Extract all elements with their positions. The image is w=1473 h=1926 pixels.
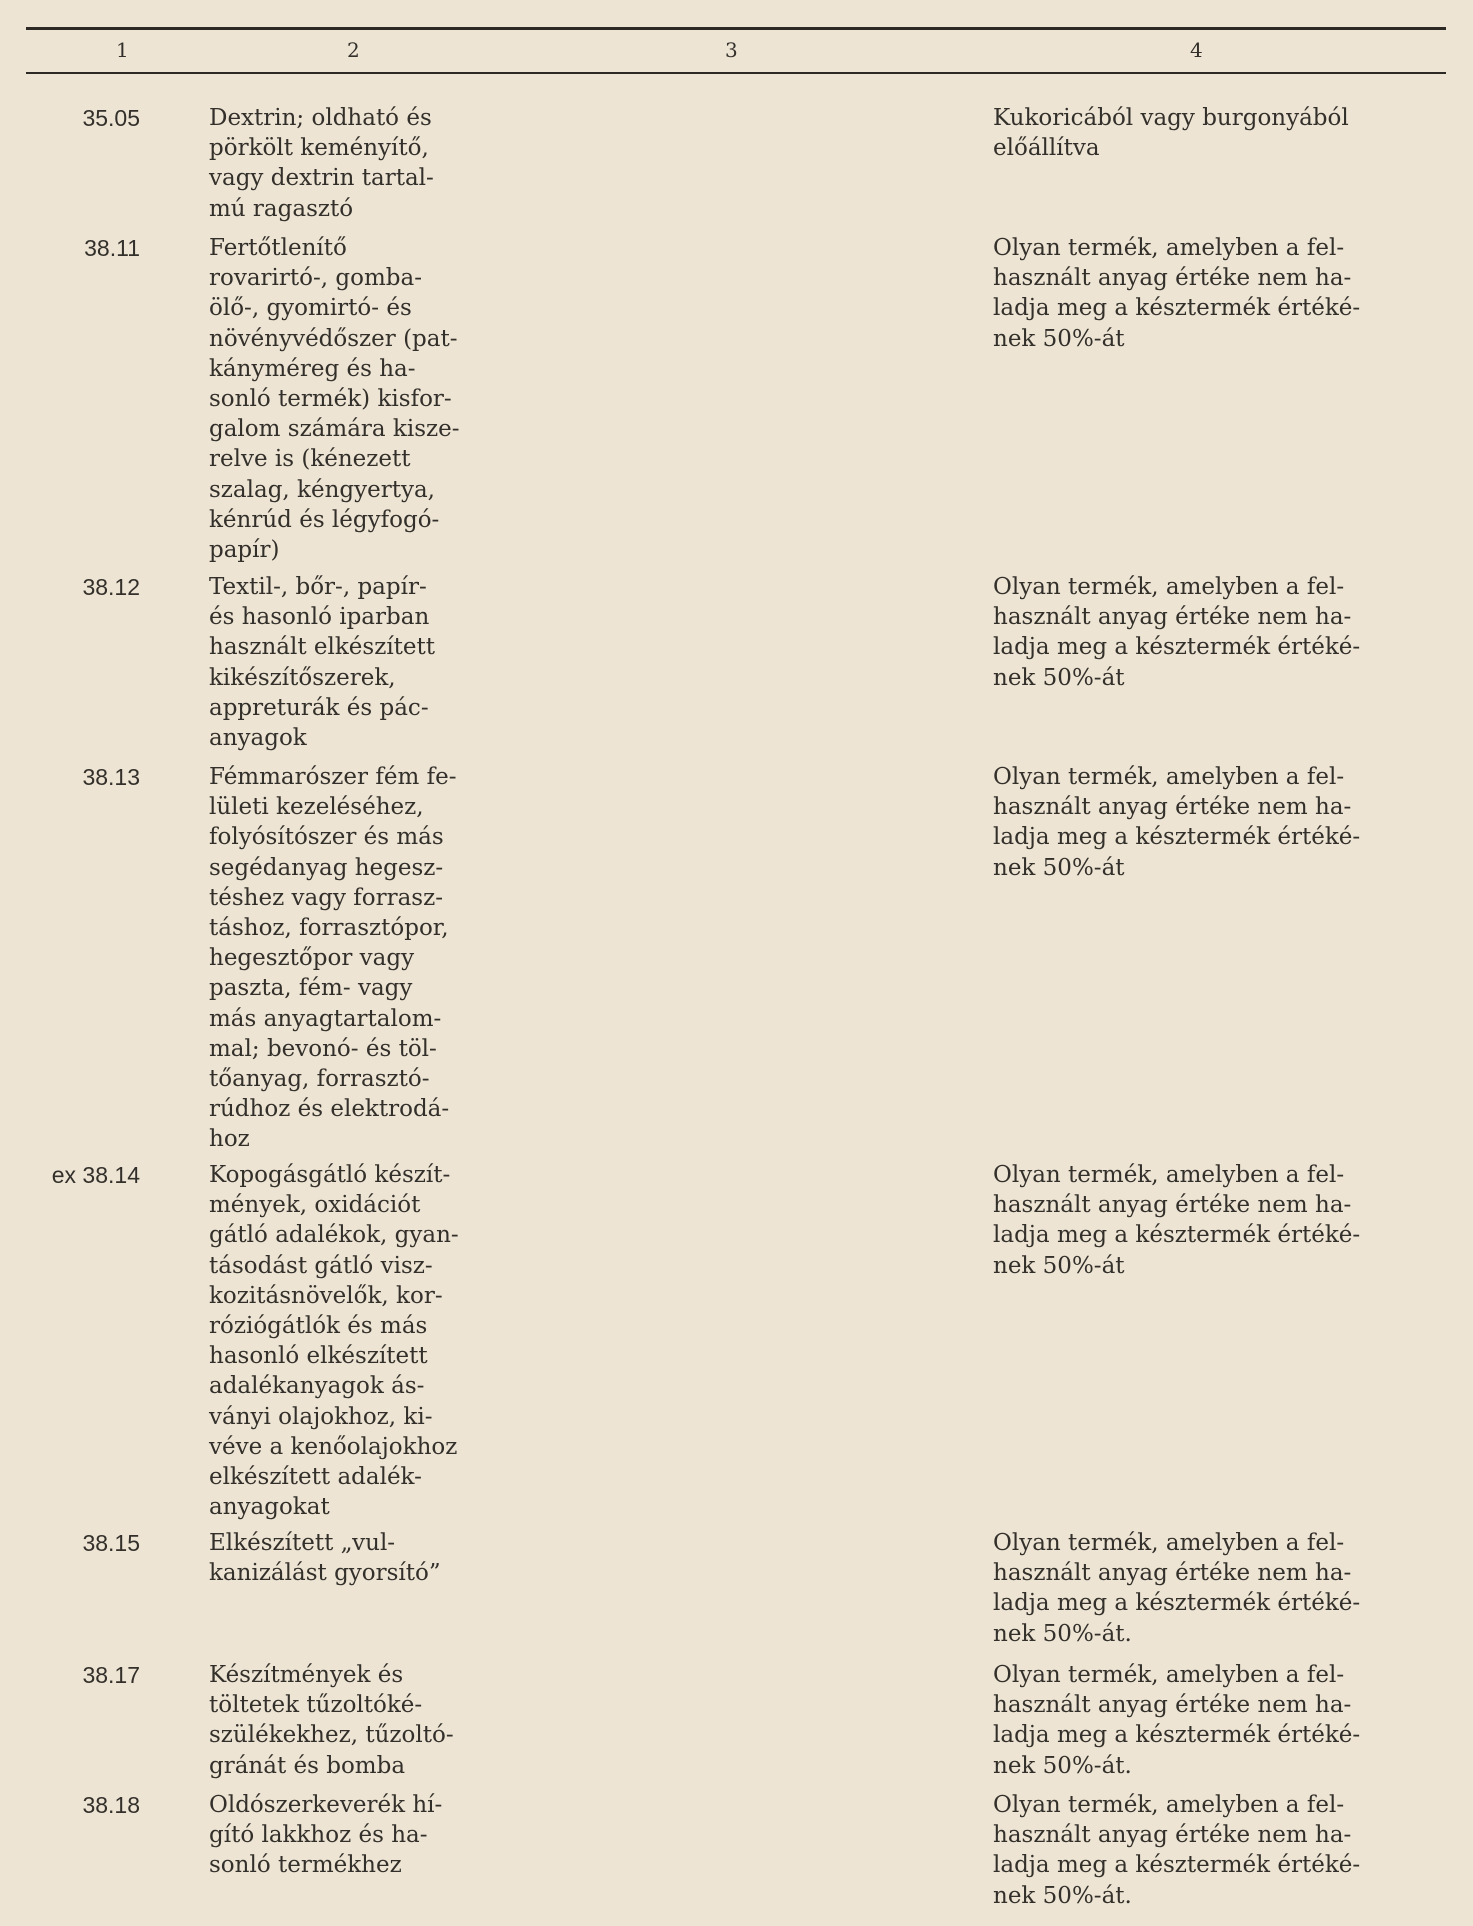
origin-condition: Olyan termék, amelyben a fel- használt anyag értéke nem ha- ladja meg a késztermék értéké- nek 50%-át	[993, 764, 1361, 881]
origin-condition: Olyan termék, amelyben a fel- használt anyag értéke nem ha- ladja meg a késztermék értéké- nek 50%-át.	[993, 1662, 1361, 1779]
origin-condition: Olyan termék, amelyben a fel- használt anyag értéke nem ha- ladja meg a késztermék értéké- nek 50%-át.	[993, 1530, 1361, 1647]
tariff-code: 38.13	[82, 764, 140, 790]
tariff-code: ex 38.14	[51, 1162, 140, 1188]
column-header-1: 1	[116, 38, 129, 62]
tariff-code: 38.11	[84, 235, 140, 261]
column-header-2: 2	[347, 38, 360, 62]
goods-description: Fertőtlenítő rovarirtó-, gomba- ölő-, gyomirtó- és növényvédőszer (pat- kányméreg és ha- sonló termék) kisfor- galom számára kisze- relve is (kénezett szalag, kéngyertya, kénrúd és légyfogó- papír)	[209, 235, 460, 564]
tariff-code: 38.15	[82, 1530, 140, 1556]
goods-description: Textil-, bőr-, papír- és hasonló iparban használt elkészített kikészítőszerek, appreturák és pác- anyagok	[209, 574, 436, 752]
tariff-code: 38.17	[82, 1662, 140, 1688]
origin-condition: Olyan termék, amelyben a fel- használt anyag értéke nem ha- ladja meg a késztermék értéké- nek 50%-át	[993, 235, 1361, 352]
origin-condition: Kukoricából vagy burgonyából előállítva	[993, 105, 1349, 162]
goods-description: Fémmarószer fém fe- lületi kezeléséhez, folyósítószer és más segédanyag hegesz- téshez vagy forrasz- táshoz, forrasztópor, hegesztőpor vagy paszta, fém- vagy más anyagtartalom- mal; bevonó- és töl- tőanyag, forrasztó- rúdhoz és elektrodá- hoz	[209, 764, 457, 1153]
table-header-rule	[26, 72, 1446, 74]
goods-description: Oldószerkeverék hí- gító lakkhoz és ha- sonló termékhez	[209, 1792, 443, 1879]
goods-description: Elkészített „vul- kanizálást gyorsító”	[209, 1530, 441, 1587]
goods-description: Készítmények és töltetek tűzoltóké- szülékekhez, tűzoltó- gránát és bomba	[209, 1662, 454, 1779]
goods-description: Dextrin; oldható és pörkölt keményítő, vagy dextrin tartal- mú ragasztó	[209, 105, 434, 222]
origin-condition: Olyan termék, amelyben a fel- használt anyag értéke nem ha- ladja meg a késztermék értéké- nek 50%-át.	[993, 1792, 1361, 1909]
column-header-4: 4	[1190, 38, 1203, 62]
origin-condition: Olyan termék, amelyben a fel- használt anyag értéke nem ha- ladja meg a késztermék értéké- nek 50%-át	[993, 1162, 1361, 1279]
tariff-code: 38.12	[82, 574, 140, 600]
goods-description: Kopogásgátló készít- mények, oxidációt gátló adalékok, gyan- tásodást gátló visz- kozitásnövelők, kor- róziógátlók és más hasonló elkészített adalékanyagok ás- ványi olajokhoz, ki- véve a kenőolajokhoz elkészített adalék- anyagokat	[209, 1162, 459, 1521]
tariff-code: 35.05	[82, 105, 140, 131]
origin-condition: Olyan termék, amelyben a fel- használt anyag értéke nem ha- ladja meg a késztermék értéké- nek 50%-át	[993, 574, 1361, 691]
column-header-3: 3	[725, 38, 738, 62]
tariff-code: 38.18	[82, 1792, 140, 1818]
table-top-rule	[26, 27, 1446, 30]
